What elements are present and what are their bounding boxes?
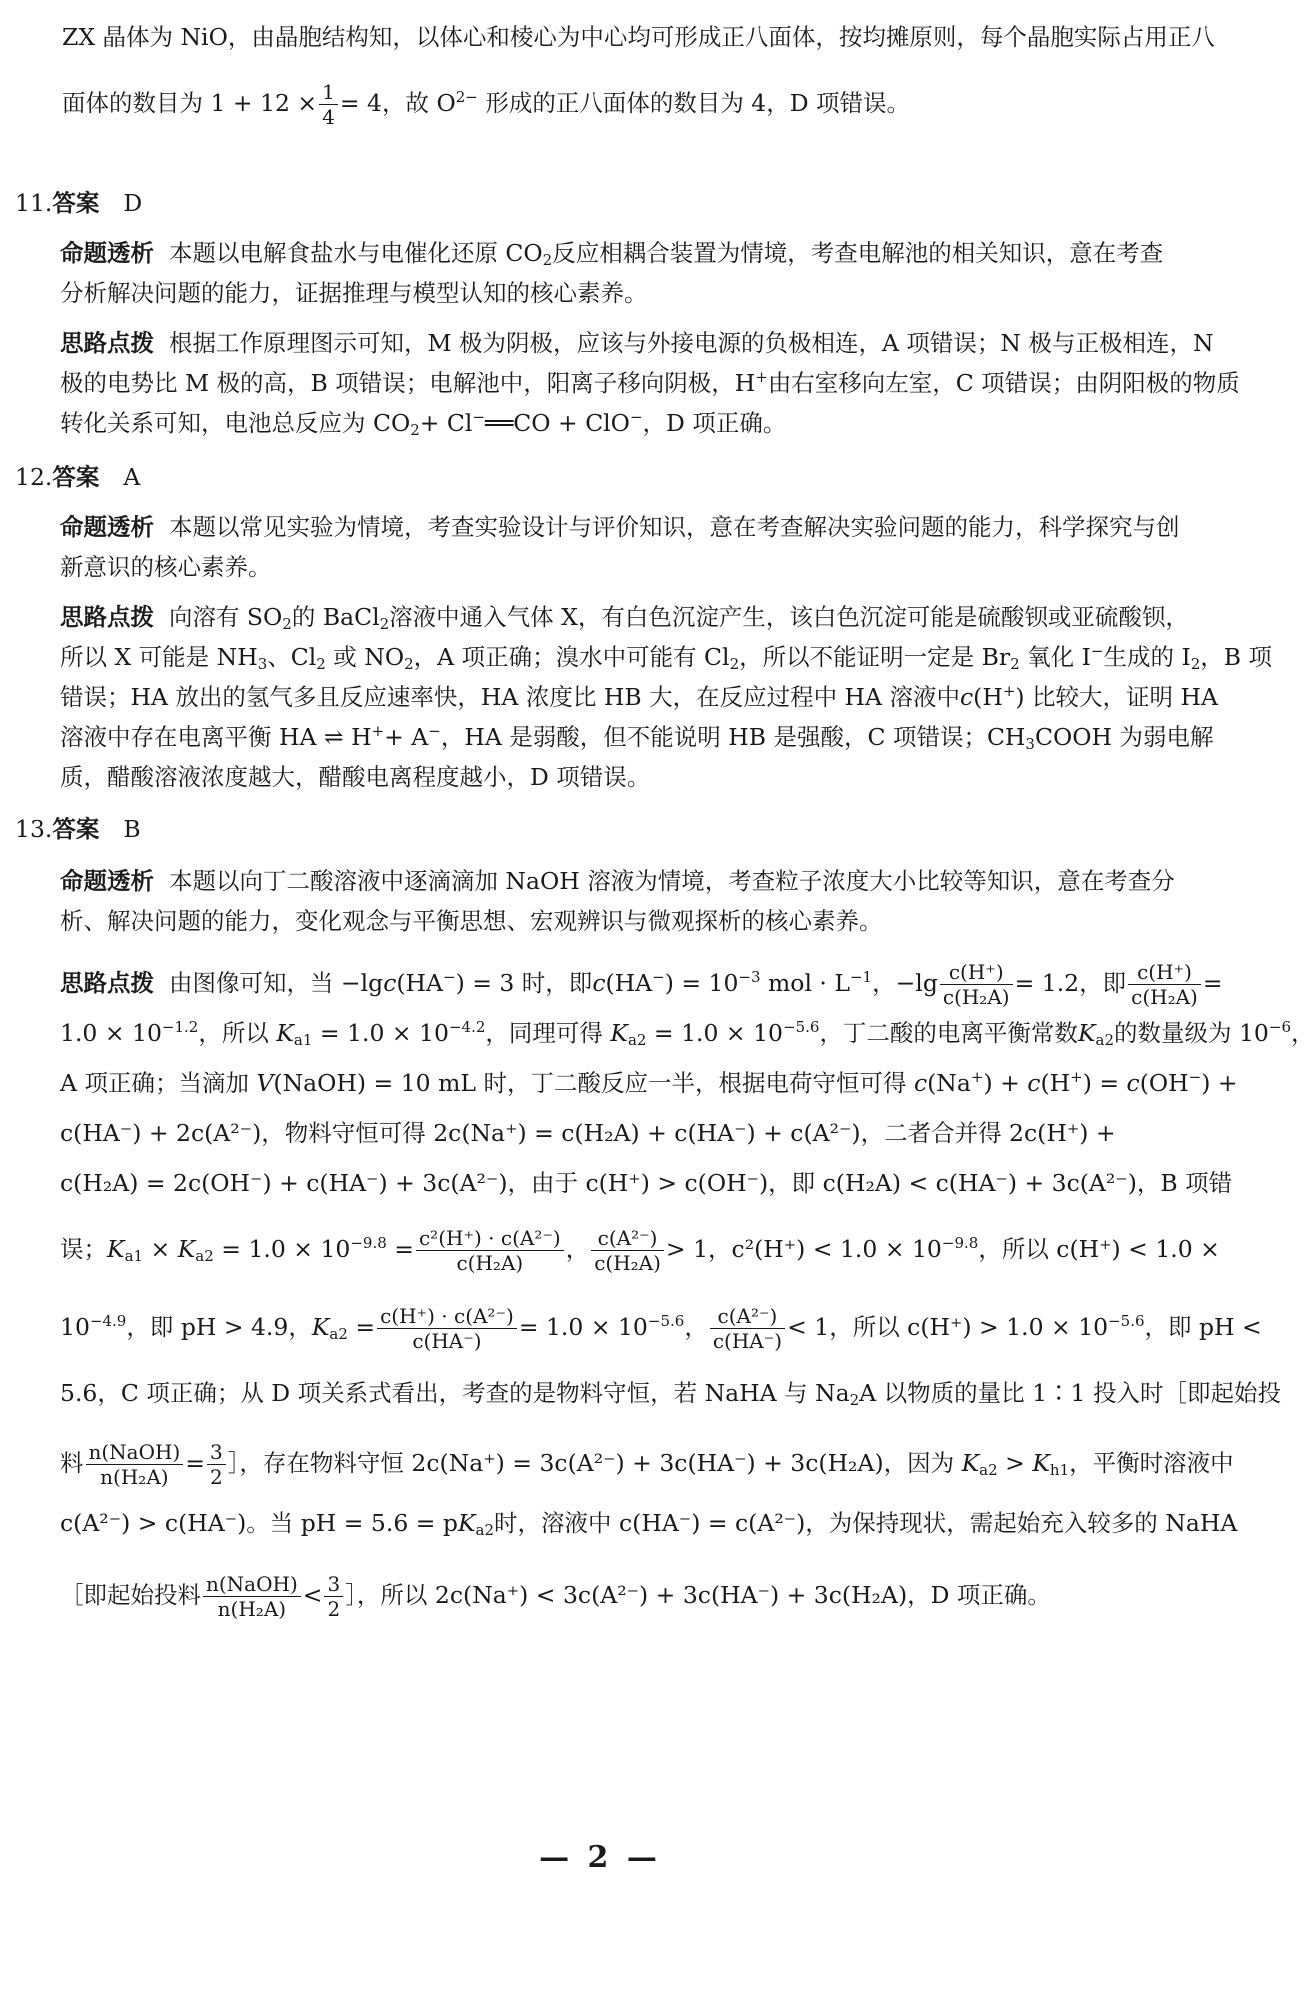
q11-reasoning-line: 极的电势比 M 极的高，B 项错误；电解池中，阳离子移向阴极，H+由右室移向左室，C 项错误；由阴阳极的物质 bbox=[60, 368, 1240, 397]
section-label: 命题透析 bbox=[60, 239, 154, 267]
q13-reasoning-line: c(H₂A) = 2c(OH⁻) + c(HA⁻) + 3c(A²⁻)，由于 c(H⁺) > c(OH⁻)，即 c(H₂A) < c(HA⁻) + 3c(A²⁻)，B 项错 bbox=[60, 1169, 1233, 1197]
q11-reasoning-line: 转化关系可知，电池总反应为 $CO_2+$ Cl−══CO + ClO−，D 项正确。 bbox=[60, 408, 787, 439]
fraction: $\frac{1}{4}$ bbox=[319, 80, 338, 129]
answer-value: A bbox=[123, 463, 141, 491]
q12-reasoning-line: 错误；HA 放出的氢气多且反应速率快，HA 浓度比 HB 大，在反应过程中 HA 溶液中c(H+) 比较大，证明 HA bbox=[60, 682, 1218, 711]
q13-answer-line bbox=[15, 812, 1140, 846]
q13-reasoning-line: 思路点拨 由图像可知，当 −lgc(HA−) = 3 时，即$c(HA^-) = 10^{-3}$ mol · $L^{-1}$，−lg $\frac{c(H^+)}{\text{c(H₂A)}}$ = 1.2，即 $\frac{c(H^+)}{\text{c(H₂A)}}$ = bbox=[60, 960, 1223, 1009]
q13-reasoning-line: 误；$K_{a1} \times K_{a2} = 1.0 \times 10^{-9.8}$ = $\frac{\text{c²(H⁺) · c(A²⁻)}}{\text{c(H₂A)}}$ ， $\frac{\text{c(A²⁻)}}{\text{c(H₂A)}}$ > 1，$c^2(H^+) < 1.0 \times 10^{-9.8}$，所以 c(H⁺) < 1.0 × bbox=[60, 1226, 1220, 1275]
section-label: 命题透析 bbox=[60, 513, 154, 541]
q12-reasoning-line: 思路点拨 向溶有 $SO_2$的 BaCl$_2$溶液中通入气体 X，有白色沉淀产生，该白色沉淀可能是硫酸钡或亚硫酸钡， bbox=[60, 603, 1189, 633]
q13-reasoning-line: $1.0 \times 10^{-1.2}$，所以 $K_{a1} = 1.0 \times 10^{-4.2}$，同理可得 $K_{a2} = 1.0 \times 10^{-5.6}$，丁二酸的电离平衡常数$K_{a2}$的数量级为 $10^{-6}$， bbox=[60, 1018, 1315, 1049]
answer-label: 答案 bbox=[52, 189, 100, 217]
answer-value: D bbox=[123, 189, 143, 217]
q13-reasoning-line: 5.6，C 项正确；从 D 项关系式看出，考查的是物料守恒，若 NaHA 与 $Na_2A$ 以物质的量比 1∶1 投入时［即起始投 bbox=[60, 1379, 1281, 1409]
q12-reasoning-line: 质，醋酸溶液浓度越大，醋酸电离程度越小，D 项错误。 bbox=[60, 763, 651, 791]
page-number: — 2 — bbox=[539, 1840, 661, 1875]
question-number: 12. bbox=[15, 463, 53, 491]
section-label: 思路点拨 bbox=[60, 329, 154, 357]
section-label: 思路点拨 bbox=[60, 969, 154, 997]
fraction: $\frac{\text{c²(H⁺) · c(A²⁻)}}{\text{c(H₂A)}}$ bbox=[416, 1226, 564, 1275]
q12-reasoning-line: 所以 X 可能是 $NH_3$、$Cl_2$ 或 $NO_2$，A 项正确；溴水中可能有 $Cl_2$，所以不能证明一定是 $Br_2$ 氧化 I−生成的 $I_2$，B 项 bbox=[60, 642, 1273, 673]
fraction: $\frac{\text{c(A²⁻)}}{\text{c(H₂A)}}$ bbox=[591, 1226, 664, 1275]
q12-answer-line bbox=[15, 460, 1140, 494]
q13-reasoning-line: $10^{-4.9}$，即 pH > 4.9，$K_{a2}$ = $\frac{\text{c(H⁺) · c(A²⁻)}}{c(HA^-)}$ = $1.0 \times 10^{-5.6}$， $\frac{\text{c(A²⁻)}}{c(HA^-)}$ < 1，所以 $c(H^+) > 1.0 \times 10^{-5.6}$，即 pH < bbox=[60, 1304, 1262, 1353]
q12-reasoning-line: 溶液中存在电离平衡 HA ⇌ H++ A−，HA 是弱酸，但不能说明 HB 是强酸，C 项错误；$CH_3COOH$ 为弱电解 bbox=[60, 722, 1214, 753]
answer-label: 答案 bbox=[52, 815, 100, 843]
q13-analysis-line: 命题透析 本题以向丁二酸溶液中逐滴滴加 NaOH 溶液为情境，考查粒子浓度大小比较等知识，意在考查分 bbox=[60, 867, 1175, 895]
q13-reasoning-line: 料 $\frac{\text{n(NaOH)}}{\text{n(H₂A)}}$ = $\frac{3}{2}$ ］，存在物料守恒 2c(Na⁺) = 3c(A²⁻) + 3c(HA⁻) + 3c(H₂A)，因为 $K_{a2} > K_{h1}$，平衡时溶液中 bbox=[60, 1440, 1234, 1489]
question-number: 13. bbox=[15, 815, 53, 843]
fraction: $\frac{3}{2}$ bbox=[324, 1572, 343, 1621]
section-label: 命题透析 bbox=[60, 867, 154, 895]
fraction: $\frac{\text{n(NaOH)}}{\text{n(H₂A)}}$ bbox=[86, 1440, 184, 1489]
q10-text-line: ZX 晶体为 NiO，由晶胞结构知，以体心和棱心为中心均可形成正八面体，按均摊原则，每个晶胞实际占用正八 bbox=[62, 23, 1215, 51]
q11-analysis-line: 分析解决问题的能力，证据推理与模型认知的核心素养。 bbox=[60, 279, 648, 307]
q13-reasoning-line: ［即起始投料 $\frac{\text{n(NaOH)}}{\text{n(H₂A)}}$ < $\frac{3}{2}$ ］，所以 2c(Na⁺) < 3c(A²⁻) + 3c(HA⁻) + 3c(H₂A)，D 项正确。 bbox=[60, 1572, 1051, 1621]
q11-analysis-line: 命题透析 本题以电解食盐水与电催化还原 $CO_2$反应相耦合装置为情境，考查电解池的相关知识，意在考查 bbox=[60, 239, 1164, 269]
fraction: $\frac{\text{c(H⁺) · c(A²⁻)}}{c(HA^-)}$ bbox=[377, 1304, 517, 1353]
answer-label: 答案 bbox=[52, 463, 100, 491]
q12-analysis-line: 命题透析 本题以常见实验为情境，考查实验设计与评价知识，意在考查解决实验问题的能力，科学探究与创 bbox=[60, 513, 1180, 541]
q10-text-line: 面体的数目为 1 + 12 × $\frac{1}{4}$ = 4，故 $O^{2-}$ 形成的正八面体的数目为 4，D 项错误。 bbox=[62, 80, 911, 129]
q13-analysis-line: 析、解决问题的能力，变化观念与平衡思想、宏观辨识与微观探析的核心素养。 bbox=[60, 907, 883, 935]
q13-reasoning-line: c(HA⁻) + 2c(A²⁻)，物料守恒可得 2c(Na⁺) = c(H₂A) + c(HA⁻) + c(A²⁻)，二者合并得 2c(H⁺) + bbox=[60, 1119, 1116, 1147]
q11-reasoning-line: 思路点拨 根据工作原理图示可知，M 极为阴极，应该与外接电源的负极相连，A 项错误；N 极与正极相连，N bbox=[60, 329, 1214, 357]
q13-reasoning-line: A 项正确；当滴加 V(NaOH) = 10 mL 时，丁二酸反应一半，根据电荷守恒可得 c(Na+) + c(H+) = c(OH−) + bbox=[60, 1068, 1238, 1097]
fraction: $\frac{c(H^+)}{\text{c(H₂A)}}$ bbox=[940, 960, 1013, 1009]
question-number: 11. bbox=[15, 189, 53, 217]
q11-answer-line bbox=[15, 186, 1140, 220]
answer-value: B bbox=[123, 815, 141, 843]
q13-reasoning-line: c(A²⁻) > c(HA⁻)。当 pH = $5.6 = pK_{a2}$时，溶液中 c(HA⁻) = c(A²⁻)，为保持现状，需起始充入较多的 NaHA bbox=[60, 1509, 1238, 1539]
section-label: 思路点拨 bbox=[60, 603, 154, 631]
fraction: $\frac{\text{c(A²⁻)}}{c(HA^-)}$ bbox=[710, 1304, 785, 1353]
fraction: $\frac{\text{n(NaOH)}}{\text{n(H₂A)}}$ bbox=[203, 1572, 301, 1621]
fraction: $\frac{3}{2}$ bbox=[207, 1440, 226, 1489]
q12-analysis-line: 新意识的核心素养。 bbox=[60, 553, 272, 581]
fraction: $\frac{c(H^+)}{\text{c(H₂A)}}$ bbox=[1128, 960, 1201, 1009]
